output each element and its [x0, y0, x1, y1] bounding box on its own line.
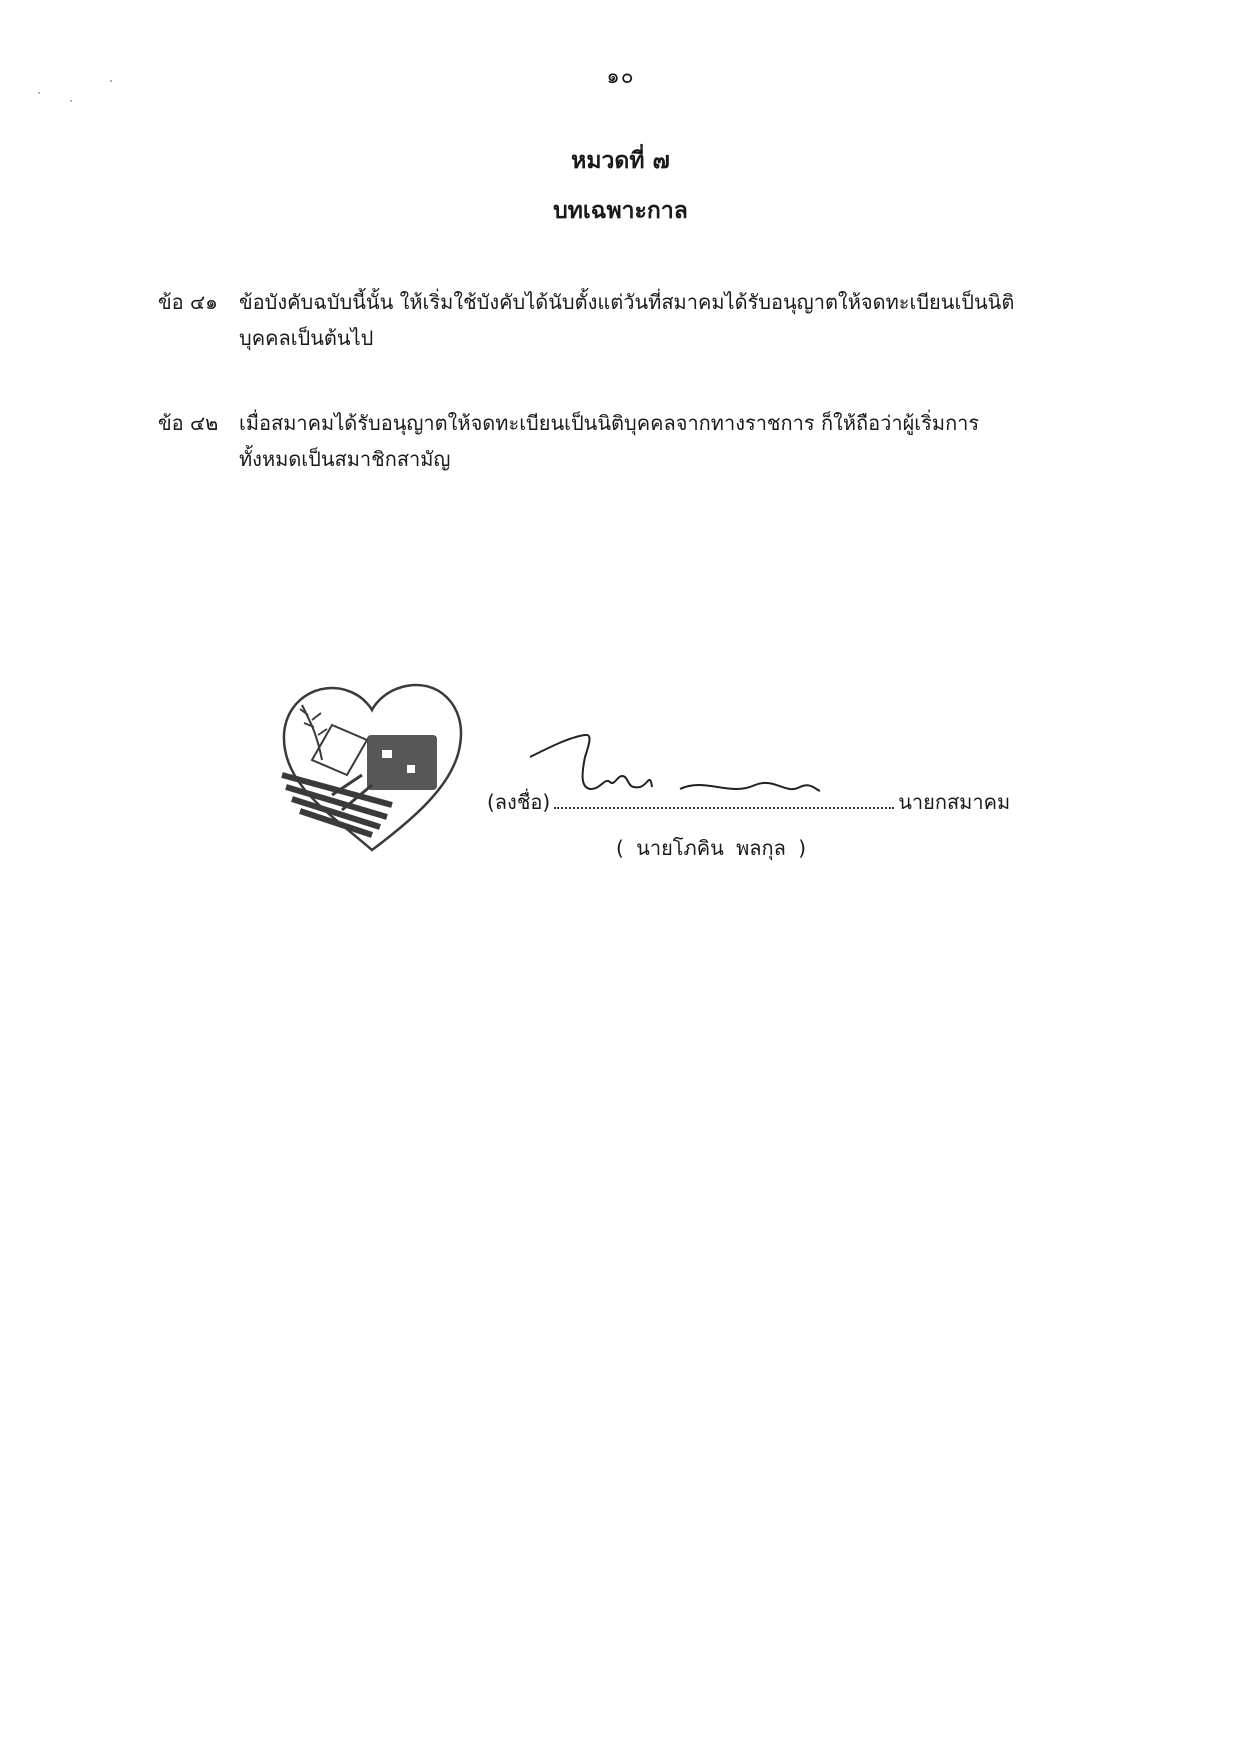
chapter-subtitle: บทเฉพาะกาล [553, 198, 688, 224]
association-seal [272, 665, 472, 865]
page-number: ๑๐ [606, 64, 635, 88]
clause-line: บุคคลเป็นต้นไป [239, 326, 374, 350]
clause-line: ทั้งหมดเป็นสมาชิกสามัญ [239, 447, 451, 471]
clause-label: ข้อ ๔๑ [158, 290, 218, 314]
clause-42 [158, 405, 1098, 477]
signature-position: นายกสมาคม [898, 790, 1011, 814]
clause-line: ข้อบังคับฉบับนี้นั้น ให้เริ่มใช้บังคับได้นับตั้งแต่วันที่สมาคมได้รับอนุญาตให้จดทะเบียนเป็นนิติ [239, 290, 1015, 314]
clause-41 [158, 284, 1098, 356]
clause-body [239, 284, 1099, 356]
signature-line [487, 786, 1010, 818]
signer-name: ( นายโภคิน พลกุล ) [616, 836, 807, 860]
signature-dotted-line [554, 789, 894, 809]
clause-body [239, 405, 1099, 477]
chapter-title: หมวดที่ ๗ [571, 148, 670, 174]
signature-prefix: (ลงชื่อ) [487, 790, 551, 814]
clause-label: ข้อ ๔๒ [158, 411, 219, 435]
scan-speck [70, 100, 72, 102]
clause-line: เมื่อสมาคมได้รับอนุญาตให้จดทะเบียนเป็นนิติบุคคลจากทางราชการ ก็ให้ถือว่าผู้เริ่มการ [239, 411, 980, 435]
